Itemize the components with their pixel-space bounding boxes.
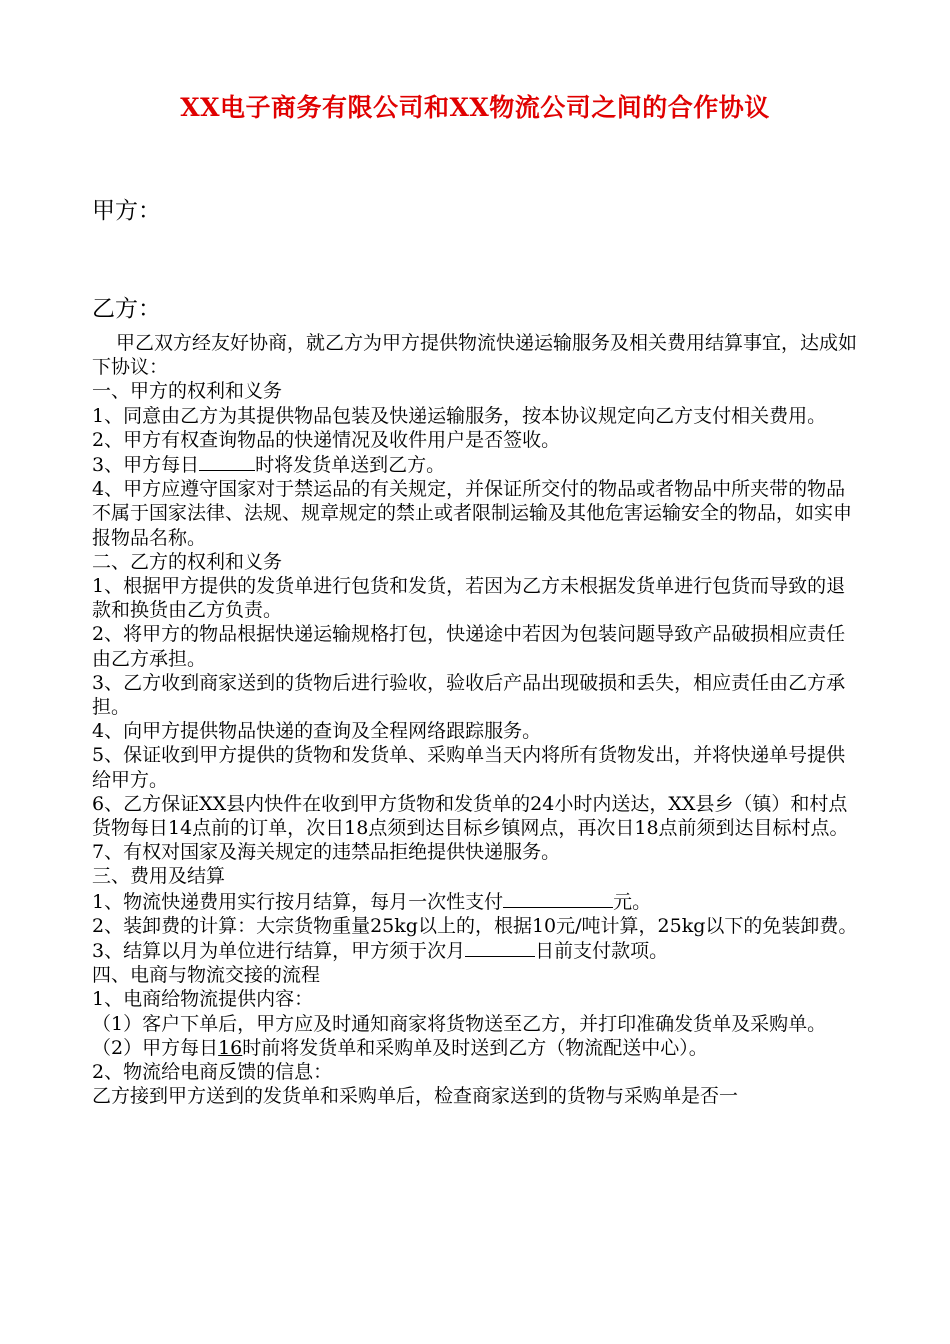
fill-in-blank: [503, 889, 613, 908]
clause: 4、甲方应遵守国家对于禁运品的有关规定，并保证所交付的物品或者物品中所夹带的物品不属于国家法律、法规、规章规定的禁止或者限制运输及其他危害运输安全的物品，如实申报物品名称。: [92, 478, 853, 549]
section-heading: 二、乙方的权利和义务: [92, 550, 283, 573]
clause-text: 3、甲方每日: [92, 454, 200, 477]
clause: 2、甲方有权查询物品的快递情况及收件用户是否签收。: [92, 428, 561, 451]
clause: [92, 452, 858, 477]
sub-clause: [92, 1036, 858, 1060]
clause: 5、保证收到甲方提供的货物和发货单、采购单当天内将所有货物发出，并将快递单号提供给甲方。: [92, 744, 846, 791]
clause-text: 3、结算以月为单位进行结算，甲方须于次月: [92, 940, 466, 963]
clause: 2、将甲方的物品根据快递运输规格打包，快递途中若因为包装问题导致产品破损相应责任由乙方承担。: [92, 623, 846, 670]
clause-text: 日前支付款项。: [535, 940, 669, 963]
party-a-label: 甲方：: [92, 198, 161, 224]
section-heading: 四、电商与物流交接的流程: [92, 964, 321, 987]
fill-in-blank: [199, 452, 255, 471]
clause: 4、向甲方提供物品快递的查询及全程网络跟踪服务。: [92, 720, 542, 743]
agreement-body: [92, 331, 858, 1109]
clause-text: 时将发货单送到乙方。: [255, 454, 446, 477]
intro-paragraph: 甲乙双方经友好协商，就乙方为甲方提供物流快递运输服务及相关费用结算事宜，达成如下协议：: [92, 332, 858, 379]
clause-text: （2）甲方每日: [92, 1036, 219, 1059]
clause-text: 元。: [613, 890, 652, 913]
sub-clause: （1）客户下单后，甲方应及时通知商家将货物送至乙方，并打印准确发货单及采购单。: [92, 1012, 827, 1035]
clause: 3、乙方收到商家送到的货物后进行验收，验收后产品出现破损和丢失，相应责任由乙方承担。: [92, 671, 846, 719]
party-b-label: 乙方：: [92, 296, 161, 322]
clause: 2、装卸费的计算：大宗货物重量25kg以上的，根据10元/吨计算，25kg以下的免装卸费。: [92, 914, 858, 937]
clause: 6、乙方保证XX县内快件在收到甲方货物和发货单的24小时内送达，XX县乡（镇）和村点货物每日14点前的订单，次日18点须到达目标乡镇网点，再次日18点前须到达目标村点。: [92, 792, 849, 840]
section-heading: 三、费用及结算: [92, 865, 226, 888]
underlined-hour: 16: [218, 1036, 243, 1059]
clause: 1、根据甲方提供的发货单进行包货和发货，若因为乙方未根据发货单进行包货而导致的退款和换货由乙方负责。: [92, 575, 846, 622]
clause: 1、同意由乙方为其提供物品包装及快递运输服务，按本协议规定向乙方支付相关费用。: [92, 404, 827, 427]
clause-text: 时前将发货单和采购单及时送到乙方（物流配送中心）。: [242, 1036, 708, 1059]
clause: 1、电商给物流提供内容：: [92, 988, 314, 1011]
clause: [92, 889, 858, 914]
document-title: XX电子商务有限公司和XX物流公司之间的合作协议: [180, 93, 770, 122]
clause: 2、物流给电商反馈的信息：: [92, 1061, 333, 1084]
fill-in-blank: [465, 938, 535, 957]
clause: 乙方接到甲方送到的发货单和采购单后，检查商家送到的货物与采购单是否一: [92, 1085, 739, 1108]
section-heading: 一、甲方的权利和义务: [92, 380, 283, 403]
clause: 7、有权对国家及海关规定的违禁品拒绝提供快递服务。: [92, 841, 561, 864]
clause-text: 1、物流快递费用实行按月结算，每月一次性支付: [92, 890, 504, 913]
clause: [92, 938, 858, 963]
